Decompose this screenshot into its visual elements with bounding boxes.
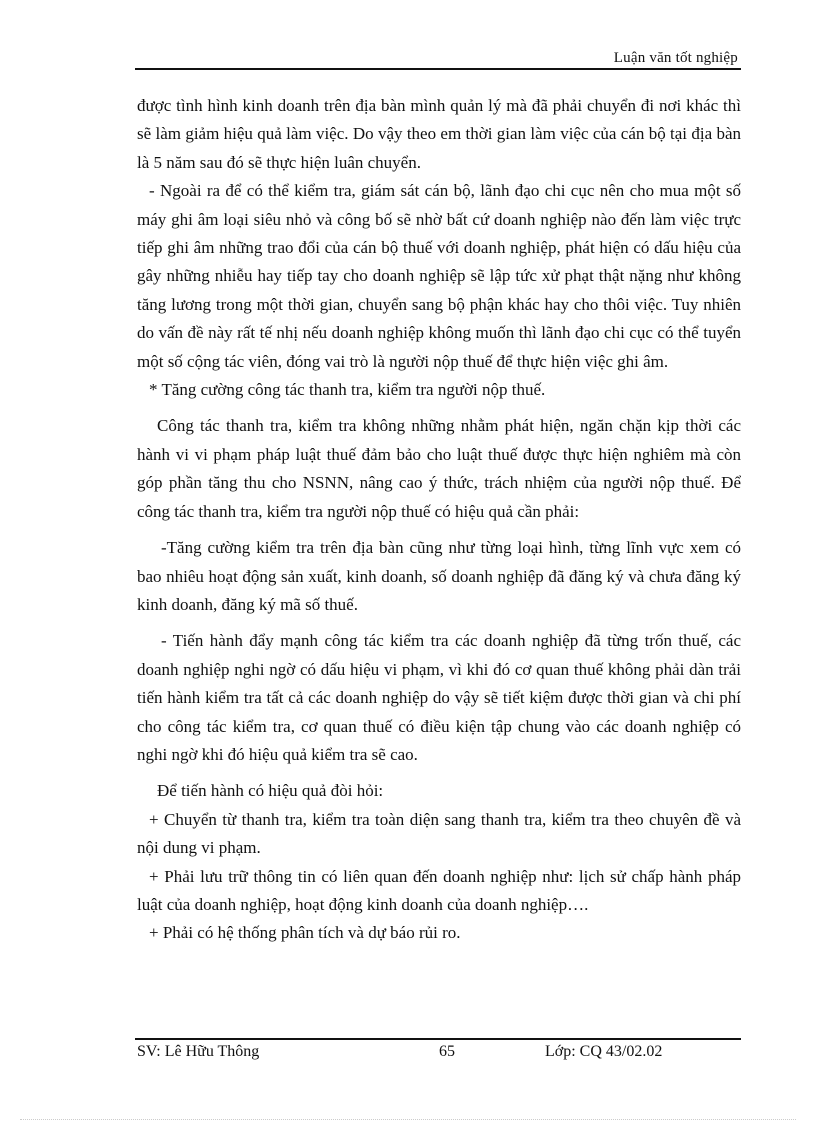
paragraph-4: Công tác thanh tra, kiểm tra không những nhằm phát hiện, ngăn chặn kịp thời các hành vi vi phạm pháp luật thuế đảm bảo cho luật thuế được thực hiện nghiêm mà còn góp phần tăng thu cho NSNN, nâng cao ý thức, trách nhiệm của người nộp thuế. Để công tác thanh tra, kiểm tra người nộp thuế có hiệu quả cần phải: [137,416,741,521]
paragraph-6: - Tiến hành đẩy mạnh công tác kiểm tra các doanh nghiệp đã từng trốn thuế, các doanh nghiệp nghi ngờ có dấu hiệu vi phạm, vì khi đó cơ quan thuế không phải dàn trải tiến hành kiểm tra tất cả các doanh nghiệp do vậy sẽ tiết kiệm được thời gian và chi phí cho công tác kiểm tra, cơ quan thuế có điều kiện tập chung vào các doanh nghiệp có nghi ngờ khi đó hiệu quả kiểm tra sẽ cao. [137,631,741,764]
footer-class: Lớp: CQ 43/02.02 [545,1043,663,1060]
paragraph-10: + Phải có hệ thống phân tích và dự báo rủi ro. [149,923,461,943]
page-bottom-border [20,1119,796,1120]
document-body [137,92,741,948]
paragraph-2: - Ngoài ra để có thể kiểm tra, giám sát cán bộ, lãnh đạo chi cục nên cho mua một số máy ghi âm loại siêu nhỏ và công bố sẽ nhờ bất cứ doanh nghiệp nào đến làm việc trực tiếp ghi âm những trao đổi của cán bộ thuế với doanh nghiệp, phát hiện có dấu hiệu của gây những nhiễu hay tiếp tay cho doanh nghiệp sẽ lập tức xử phạt thật nặng như không tăng lương trong một thời gian, chuyển sang bộ phận khác hay cho thôi việc. Tuy nhiên do vấn đề này rất tế nhị nếu doanh nghiệp không muốn thì lãnh đạo chi cục có thể tuyển một số cộng tác viên, đóng vai trò là người nộp thuế để thực hiện việc ghi âm. [137,181,741,371]
paragraph-8: + Chuyển từ thanh tra, kiểm tra toàn diện sang thanh tra, kiểm tra theo chuyên đề và nội dung vi phạm. [137,809,741,858]
page-number: 65 [439,1043,455,1060]
header-divider [135,68,741,70]
paragraph-9: + Phải lưu trữ thông tin có liên quan đến doanh nghiệp như: lịch sử chấp hành pháp luật của doanh nghiệp, hoạt động kinh doanh của doanh nghiệp…. [137,866,741,914]
footer-author: SV: Lê Hữu Thông [137,1043,260,1060]
header-title: Luận văn tốt nghiệp [613,50,738,66]
paragraph-3: * Tăng cường công tác thanh tra, kiểm tra người nộp thuế. [149,380,546,400]
paragraph-5: -Tăng cường kiểm tra trên địa bàn cũng như từng loại hình, từng lĩnh vực xem có bao nhiêu hoạt động sản xuất, kinh doanh, số doanh nghiệp đã đăng ký và chưa đăng ký kinh doanh, đăng ký mã số thuế. [137,538,741,614]
paragraph-7: Để tiến hành có hiệu quả đòi hỏi: [157,781,384,801]
footer-divider [135,1038,741,1040]
paragraph-1: được tình hình kinh doanh trên địa bàn mình quản lý mà đã phải chuyển đi nơi khác thì sẽ làm giảm hiệu quả làm việc. Do vậy theo em thời gian làm việc của cán bộ tại địa bàn là 5 năm sau đó sẽ thực hiện luân chuyển. [137,96,741,172]
